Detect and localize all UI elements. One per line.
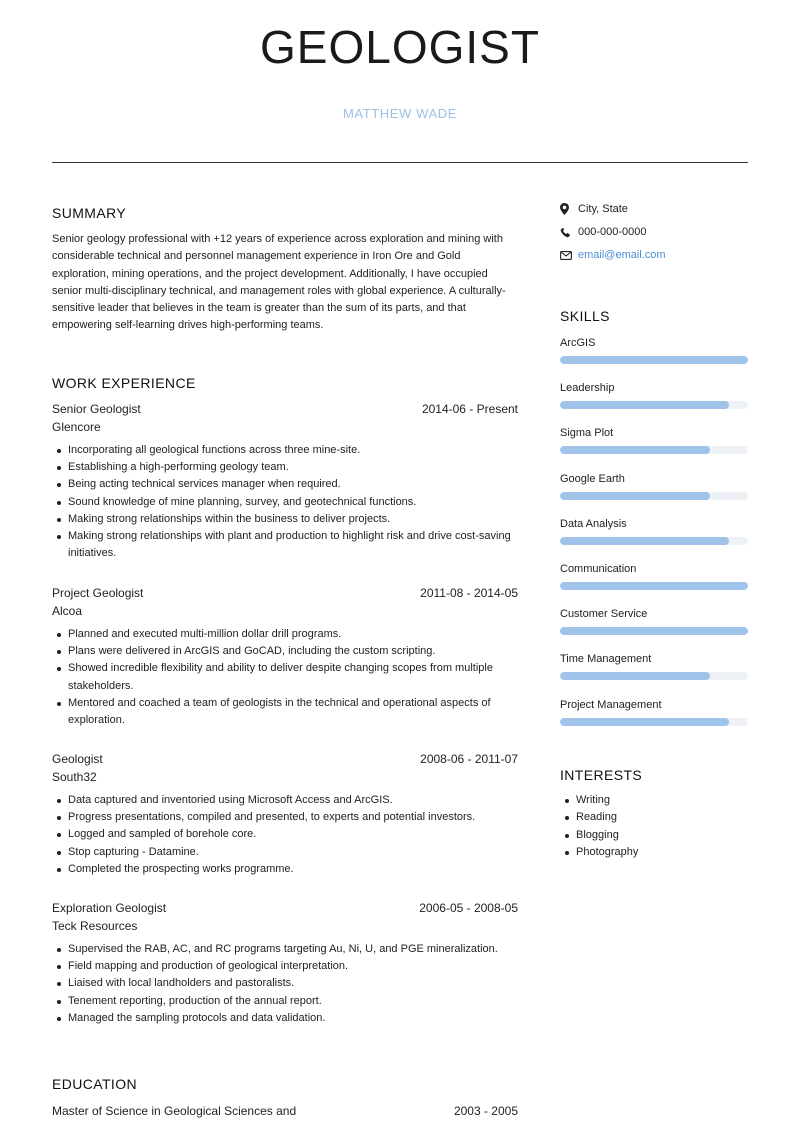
skill-item	[560, 381, 748, 409]
skill-label: Time Management	[560, 653, 652, 666]
list-item: Establishing a high-performing geology team.	[52, 459, 518, 476]
job-entry	[52, 750, 518, 878]
header-divider	[52, 162, 748, 163]
skill-item	[560, 426, 748, 454]
education-heading: EDUCATION	[52, 1076, 138, 1092]
skill-label: Data Analysis	[560, 517, 627, 530]
envelope-icon	[560, 251, 578, 260]
list-item: Plans were delivered in ArcGIS and GoCAD, including the custom scripting.	[52, 643, 518, 660]
list-item: Incorporating all geological functions across three mine-site.	[52, 442, 518, 459]
job-bullets	[52, 626, 518, 729]
summary-text: Senior geology professional with +12 years of experience across exploration and mining with considerable technical and personnel management experience in Iron Ore and Gold exploration, mining operations, and the project development. Additionally, I have occupied senior multi-disciplinary technical, and management roles with global experience. A culturally-sensitive leader that believes in the team is greater than the sum of its parts, and that empowering self-learning drives high-performing teams.	[52, 233, 506, 332]
interests-list	[560, 792, 748, 861]
skill-level-bar	[560, 356, 748, 364]
phone-icon	[560, 227, 578, 238]
skill-item	[560, 698, 748, 726]
job-title: Senior Geologist	[52, 402, 141, 416]
skill-level-bar	[560, 446, 748, 454]
list-item: Mentored and coached a team of geologists in the technical and operational aspects of exploration.	[52, 695, 518, 729]
map-pin-icon	[560, 203, 578, 215]
skill-level-bar	[560, 537, 748, 545]
list-item: Tenement reporting, production of the annual report.	[52, 993, 518, 1010]
contact-email	[560, 249, 666, 261]
skill-label: Google Earth	[560, 472, 625, 485]
list-item: Completed the prospecting works programme.	[52, 861, 518, 878]
skill-level-fill	[560, 672, 710, 680]
list-item: Planned and executed multi-million dollar drill programs.	[52, 626, 518, 643]
list-item: Reading	[560, 809, 748, 826]
education-entry	[52, 1102, 518, 1120]
phone-text: 000-000-0000	[578, 226, 647, 238]
list-item: Showed incredible flexibility and ability to deliver despite changing scopes from multiple stakeholders.	[52, 660, 518, 694]
skill-level-fill	[560, 356, 748, 364]
job-company: South32	[52, 770, 97, 784]
email-link[interactable]: email@email.com	[578, 249, 666, 261]
job-title: Geologist	[52, 752, 103, 766]
location-text: City, State	[578, 203, 628, 215]
list-item: Managed the sampling protocols and data validation.	[52, 1010, 518, 1027]
skill-item	[560, 336, 748, 364]
skill-level-fill	[560, 492, 710, 500]
list-item: Stop capturing - Datamine.	[52, 844, 518, 861]
job-entry	[52, 400, 518, 562]
skill-level-bar	[560, 492, 748, 500]
skill-level-bar	[560, 582, 748, 590]
list-item: Data captured and inventoried using Microsoft Access and ArcGIS.	[52, 792, 518, 809]
education-dates: 2003 - 2005	[453, 1104, 518, 1118]
job-bullets	[52, 941, 518, 1027]
skill-item	[560, 652, 748, 680]
list-item: Field mapping and production of geological interpretation.	[52, 958, 518, 975]
job-company: Alcoa	[52, 604, 83, 618]
skill-level-bar	[560, 672, 748, 680]
summary-section	[52, 205, 518, 335]
job-title: Project Geologist	[52, 586, 144, 600]
skill-label: Communication	[560, 563, 637, 575]
list-item: Blogging	[560, 827, 748, 844]
job-entry	[52, 584, 518, 729]
job-dates: 2011-08 - 2014-05	[420, 586, 518, 600]
list-item: Being acting technical services manager when required.	[52, 476, 518, 493]
skill-level-fill	[560, 718, 729, 726]
job-dates: 2008-06 - 2011-07	[420, 752, 518, 766]
job-bullets	[52, 792, 518, 878]
skill-label: Leadership	[560, 382, 615, 395]
skill-level-fill	[560, 401, 729, 409]
skill-label: Sigma Plot	[560, 427, 614, 440]
candidate-name: MATTHEW WADE	[342, 106, 458, 121]
job-bullets	[52, 442, 518, 562]
list-item: Sound knowledge of mine planning, survey, and geotechnical functions.	[52, 494, 518, 511]
skill-level-fill	[560, 627, 748, 635]
skill-item	[560, 517, 748, 545]
skill-level-bar	[560, 627, 748, 635]
degree-title: Master of Science in Geological Sciences and	[52, 1104, 297, 1118]
interests-heading: INTERESTS	[560, 767, 643, 783]
work-experience-heading: WORK EXPERIENCE	[52, 375, 196, 391]
contact-location	[560, 203, 628, 215]
job-entry	[52, 899, 518, 1027]
list-item: Writing	[560, 792, 748, 809]
list-item: Progress presentations, compiled and presented, to experts and potential investors.	[52, 809, 518, 826]
job-dates: 2006-05 - 2008-05	[419, 901, 518, 915]
skill-label: Customer Service	[560, 608, 648, 621]
skills-heading: SKILLS	[560, 308, 610, 324]
skill-level-bar	[560, 401, 748, 409]
summary-heading: SUMMARY	[52, 205, 127, 221]
skill-label: ArcGIS	[560, 337, 596, 349]
list-item: Photography	[560, 844, 748, 861]
job-title: Exploration Geologist	[52, 901, 167, 915]
job-company: Teck Resources	[52, 919, 138, 933]
list-item: Making strong relationships with plant and production to highlight risk and drive cost-saving initiatives.	[52, 528, 518, 562]
list-item: Making strong relationships within the business to deliver projects.	[52, 511, 518, 528]
skill-item	[560, 562, 748, 590]
skill-label: Project Management	[560, 698, 662, 711]
resume-title: GEOLOGIST	[260, 21, 540, 73]
skill-item	[560, 607, 748, 635]
skill-level-fill	[560, 446, 710, 454]
skill-level-bar	[560, 718, 748, 726]
contact-phone	[560, 226, 647, 238]
list-item: Logged and sampled of borehole core.	[52, 826, 518, 843]
job-dates: 2014-06 - Present	[421, 402, 518, 416]
list-item: Supervised the RAB, AC, and RC programs targeting Au, Ni, U, and PGE mineralization.	[52, 941, 518, 958]
skill-item	[560, 472, 748, 500]
list-item: Liaised with local landholders and pastoralists.	[52, 975, 518, 992]
job-company: Glencore	[52, 420, 101, 434]
skill-level-fill	[560, 582, 748, 590]
skill-level-fill	[560, 537, 729, 545]
